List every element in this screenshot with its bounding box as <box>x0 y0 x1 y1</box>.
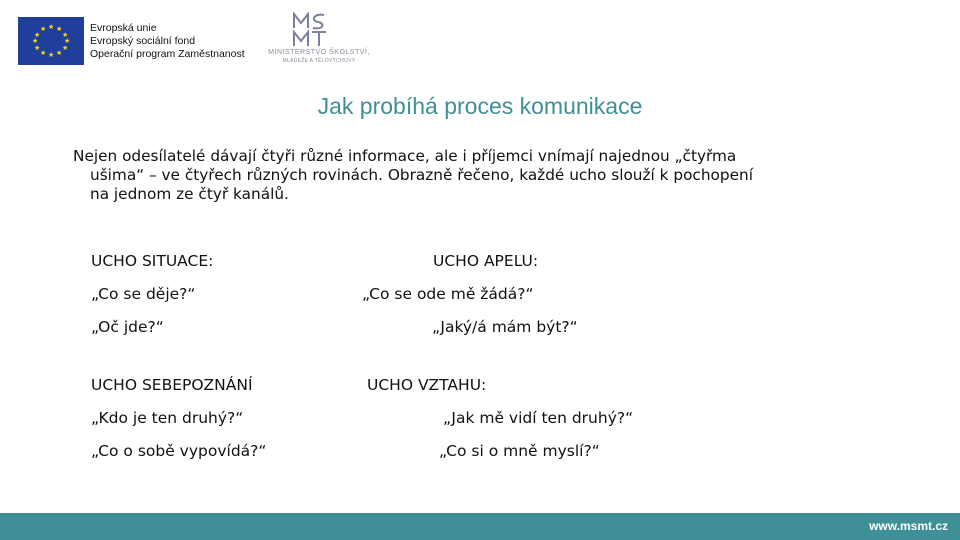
footer-url: www.msmt.cz <box>869 519 948 533</box>
msmt-monogram-icon <box>291 12 329 48</box>
ear-appeal-question-2: „Jaký/á mám být?“ <box>432 318 578 336</box>
ear-self-revelation-question-2: „Co o sobě vypovídá?“ <box>91 442 267 460</box>
ear-situation-question-1: „Co se děje?“ <box>91 285 196 303</box>
msmt-logo <box>266 12 372 68</box>
ear-appeal-question-1: „Co se ode mě žádá?“ <box>362 285 534 303</box>
ear-situation-heading: UCHO SITUACE: <box>91 252 214 270</box>
intro-paragraph <box>73 147 885 204</box>
slide-title: Jak probíhá proces komunikace <box>317 93 643 119</box>
msmt-logo-line-1: MINISTERSTVO ŠKOLSTVÍ, <box>268 49 370 56</box>
ear-relationship-heading: UCHO VZTAHU: <box>367 376 487 394</box>
eu-logo-line-3: Operační program Zaměstnanost <box>90 47 245 60</box>
ear-self-revelation-question-1: „Kdo je ten druhý?“ <box>91 409 244 427</box>
ear-situation-block <box>91 245 213 344</box>
intro-line-1: Nejen odesílatelé dávají čtyři různé informace, ale i příjemci vnímají najednou „čtyřma <box>73 147 737 165</box>
eu-flag-icon: ★ ★ ★ ★ ★ ★ ★ ★ ★ ★ ★ ★ <box>18 17 84 65</box>
ear-situation-question-2: „Oč jde?“ <box>91 318 164 336</box>
ear-appeal-heading: UCHO APELU: <box>433 252 539 270</box>
intro-line-3: na jednom ze čtyř kanálů. <box>90 185 289 203</box>
eu-logo-line-1: Evropská unie <box>90 21 157 34</box>
ear-relationship-question-2: „Co si o mně myslí?“ <box>439 442 600 460</box>
ear-self-revelation-block <box>91 369 266 468</box>
eu-logo-line-2: Evropský sociální fond <box>90 34 196 47</box>
msmt-logo-line-2: MLÁDEŽE A TĚLOVÝCHOVY <box>282 58 356 64</box>
eu-esf-logo <box>18 17 245 65</box>
ear-relationship-question-1: „Jak mě vidí ten druhý?“ <box>443 409 634 427</box>
intro-line-2: ušima“ – ve čtyřech různých rovinách. Obrazně řečeno, každé ucho slouží k pochopení <box>90 166 753 184</box>
ear-self-revelation-heading: UCHO SEBEPOZNÁNÍ <box>91 376 253 394</box>
eu-logo-text <box>90 22 245 61</box>
ear-relationship-block <box>367 369 633 468</box>
footer-bar <box>0 513 960 540</box>
ear-appeal-block <box>362 245 578 344</box>
